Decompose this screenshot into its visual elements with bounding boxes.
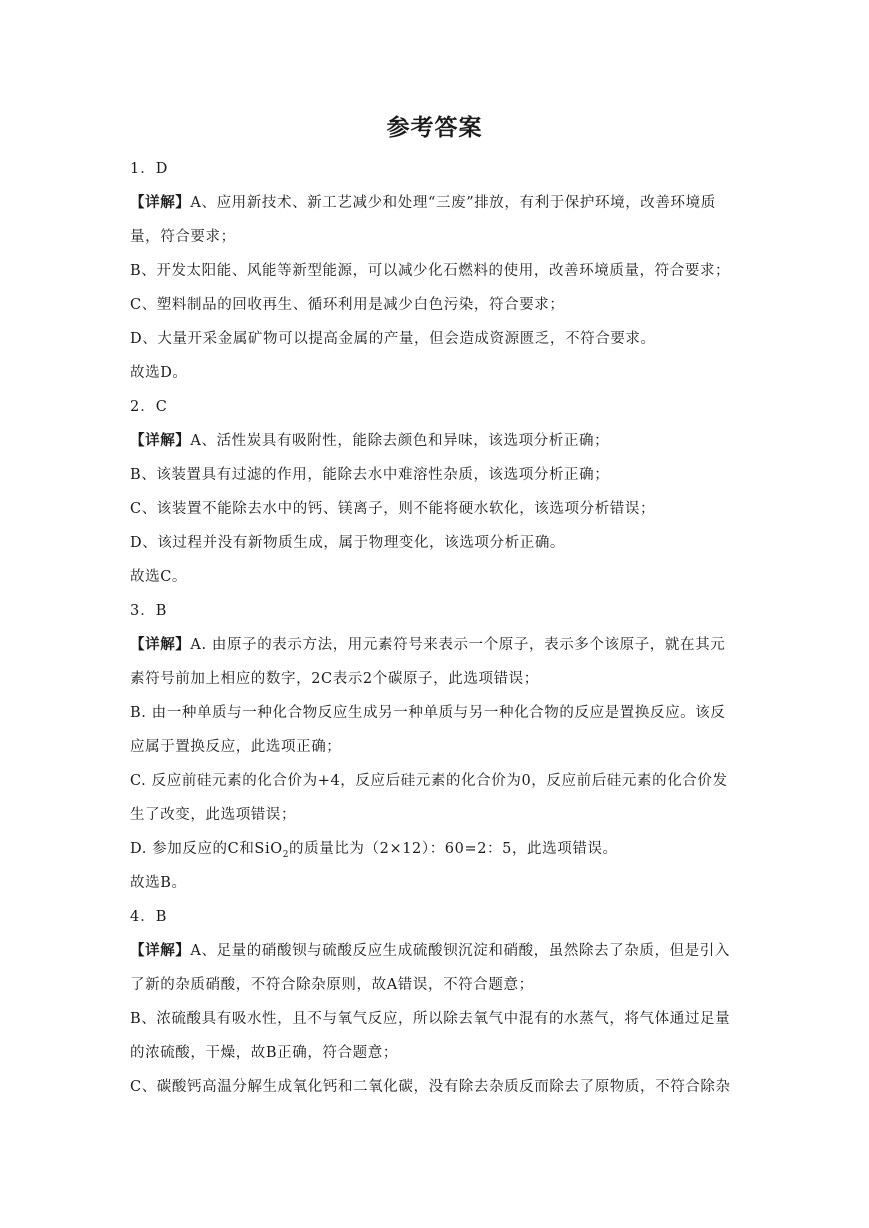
q4-text-2: 了新的杂质硝酸，不符合除杂原则，故A错误，不符合题意； — [130, 977, 534, 993]
q3-text-3: B. 由一种单质与一种化合物反应生成另一种单质与另一种化合物的反应是置换反应。该反 — [130, 705, 726, 721]
q4-text-5: C、碳酸钙高温分解生成氧化钙和二氧化碳，没有除去杂质反而除去了原物质，不符合除杂 — [130, 1079, 731, 1095]
q1-detail-line — [130, 186, 740, 220]
answer-content — [130, 152, 740, 1104]
q3-text-7 — [130, 832, 740, 866]
q2-detail-line — [130, 424, 740, 458]
q1-answer: 1．D — [130, 161, 169, 177]
q4-text-3: B、浓硫酸具有吸水性，且不与氧气反应，所以除去氧气中混有的水蒸气，将气体通过足量 — [130, 1011, 731, 1027]
detail-tag: 【详解】 — [130, 432, 191, 449]
q2-text-3: C、该装置不能除去水中的钙、镁离子，则不能将硬水软化，该选项分析错误； — [130, 501, 656, 517]
q1-text-4: C、塑料制品的回收再生、循环利用是减少白色污染，符合要求； — [130, 297, 565, 313]
q1-text-2: 量，符合要求； — [130, 229, 236, 245]
q3-text-6: 生了改变，此选项错误； — [130, 807, 297, 823]
q3-conclusion: 故选B。 — [130, 875, 187, 891]
q3-answer: 3．B — [130, 603, 168, 619]
q2-answer: 2．C — [130, 399, 168, 415]
q3-text-1: A. 由原子的表示方法，用元素符号来表示一个原子，表示多个该原子，就在其元 — [190, 637, 726, 653]
detail-tag: 【详解】 — [130, 194, 191, 211]
q2-text-4: D、该过程并没有新物质生成，属于物理变化，该选项分析正确。 — [130, 535, 566, 551]
detail-tag: 【详解】 — [130, 636, 191, 653]
q2-text-1: A、活性炭具有吸附性，能除去颜色和异味，该选项分析正确； — [190, 433, 610, 449]
q3-text-7a: D. 参加反应的C和SiO — [130, 841, 283, 857]
q3-text-4: 应属于置换反应，此选项正确； — [130, 739, 342, 755]
q3-text-7b: 的质量比为（2×12）：60=2：5，此选项错误。 — [289, 841, 618, 857]
q4-detail-line — [130, 934, 740, 968]
q1-conclusion: 故选D。 — [130, 365, 188, 381]
page-title: 参考答案 — [386, 115, 483, 141]
q4-text-4: 的浓硫酸，干燥，故B正确，符合题意； — [130, 1045, 398, 1061]
q2-text-2: B、该装置具有过滤的作用，能除去水中难溶性杂质，该选项分析正确； — [130, 467, 610, 483]
q1-text-3: B、开发太阳能、风能等新型能源，可以减少化石燃料的使用，改善环境质量，符合要求； — [130, 263, 731, 279]
q3-detail-line — [130, 628, 740, 662]
q1-text-1: A、应用新技术、新工艺减少和处理“三废”排放，有利于保护环境，改善环境质 — [190, 195, 716, 211]
q2-conclusion: 故选C。 — [130, 569, 187, 585]
q3-text-5: C. 反应前硅元素的化合价为+4，反应后硅元素的化合价为0，反应前后硅元素的化合价发 — [130, 773, 728, 789]
q1-text-5: D、大量开采金属矿物可以提高金属的产量，但会造成资源匮乏，不符合要求。 — [130, 331, 656, 347]
q4-answer: 4．B — [130, 909, 168, 925]
detail-tag: 【详解】 — [130, 942, 191, 959]
q3-text-2: 素符号前加上相应的数字，2C表示2个碳原子，此选项错误； — [130, 671, 539, 687]
subscript-2: 2 — [282, 849, 290, 860]
q4-text-1: A、足量的硝酸钡与硫酸反应生成硫酸钡沉淀和硝酸，虽然除去了杂质，但是引入 — [190, 943, 730, 959]
